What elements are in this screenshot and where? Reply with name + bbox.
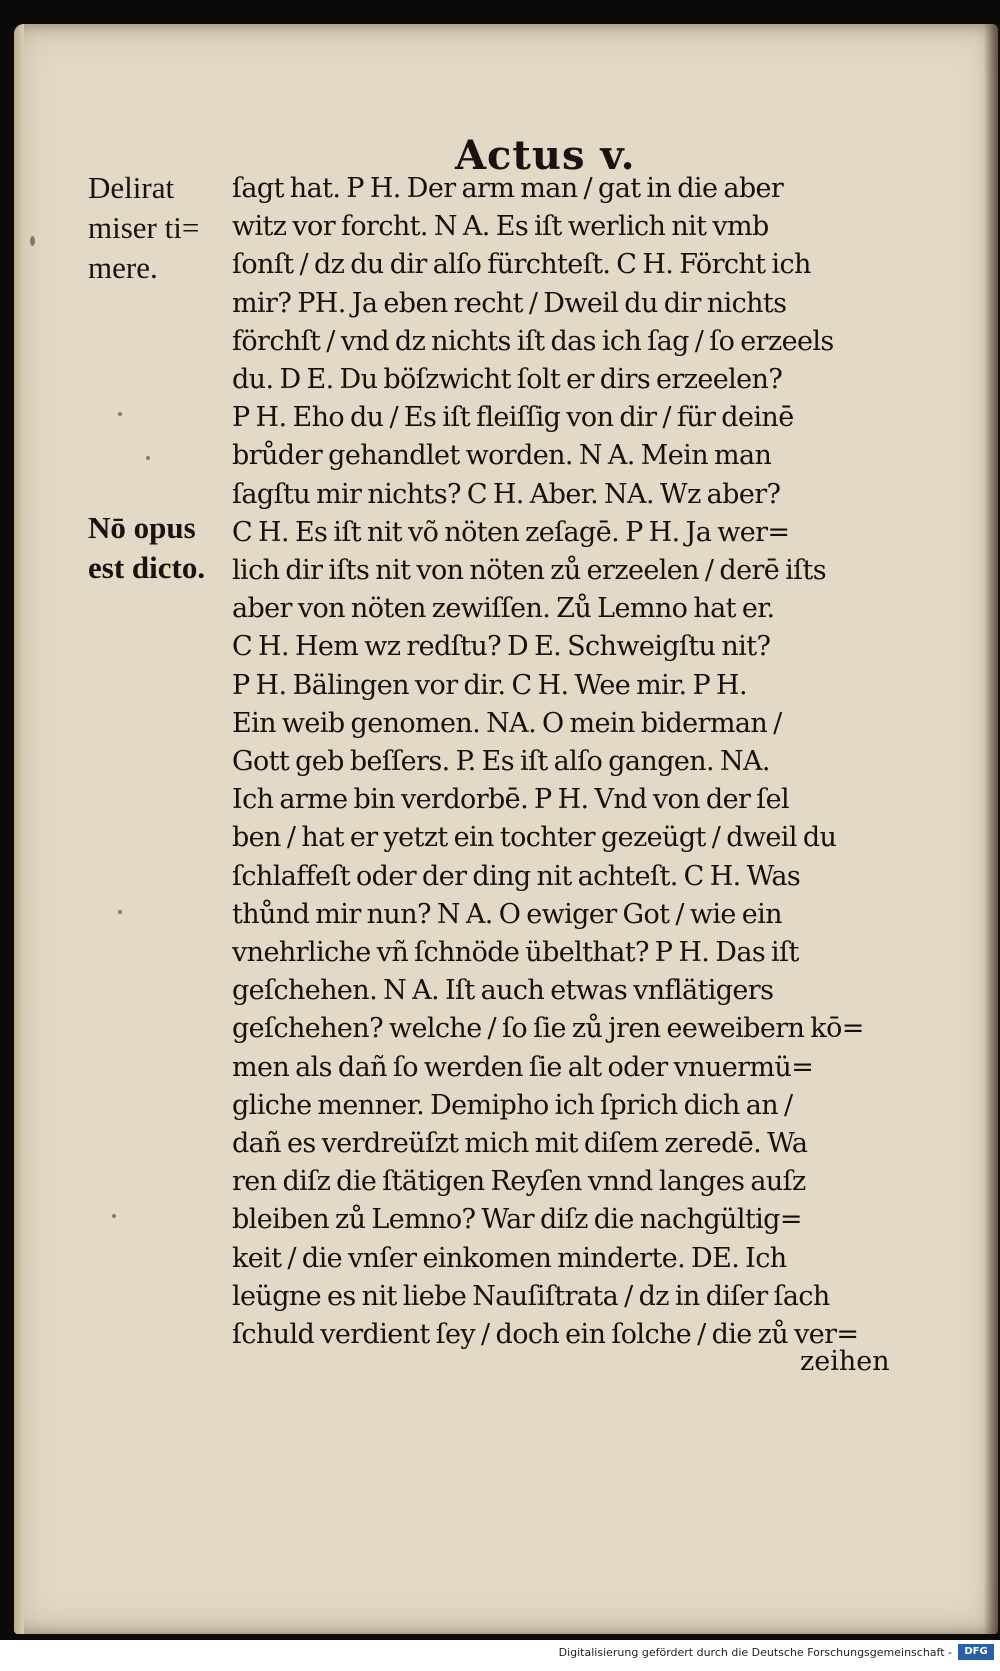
text-line: geſchehen? welche / ſo ſie zů jren eeweibern kō= — [232, 1013, 864, 1045]
text-line: C H. Es iſt nit võ nöten zeſagē. P H. Ja wer= — [232, 516, 790, 548]
text-line: thůnd mir nun? N A. O ewiger Got / wie ein — [232, 898, 782, 930]
text-line: geſchehen. N A. Iſt auch etwas vnflätigers — [232, 975, 774, 1007]
text-line: C H. Hem wz redſtu? D E. Schweigſtu nit? — [232, 631, 771, 663]
text-line: dañ es verdreüſzt mich mit diſem zeredē. Wa — [232, 1128, 808, 1160]
text-line: Ein weib genomen. NA. O mein biderman / — [232, 707, 782, 739]
dfg-logo-icon: DFG — [958, 1644, 994, 1660]
text-line: lich dir iſts nit von nöten zů erzeelen / derē iſts — [232, 555, 827, 587]
text-line: förchſt / vnd dz nichts iſt das ich ſag / ſo erzeels — [232, 325, 834, 357]
text-line: Gott geb beſſers. P. Es iſt alſo gangen. NA. — [232, 746, 770, 778]
text-line: keit / die vnſer einkomen minderte. DE. Ich — [232, 1242, 787, 1274]
text-line: P H. Bälingen vor dir. C H. Wee mir. P H. — [232, 669, 747, 701]
text-line: ſagſtu mir nichts? C H. Aber. NA. Wz aber? — [232, 478, 781, 510]
gutter-shadow — [984, 24, 1000, 1634]
text-line: aber von nöten zewiſſen. Zů Lemno hat er. — [232, 593, 775, 625]
marginal-note-line: Nō opus — [88, 510, 196, 545]
text-line: ſchlaffeſt oder der ding nit achteſt. C H. Was — [232, 860, 801, 892]
text-line: ſagt hat. P H. Der arm man / gat in die aber — [232, 173, 784, 204]
text-line: leügne es nit liebe Nauſiſtrata / dz in diſer ſach — [232, 1280, 830, 1312]
funding-credit: Digitalisierung gefördert durch die Deutsche Forschungsgemeinschaft - — [558, 1646, 952, 1659]
paper-fleck — [30, 236, 35, 246]
running-header: Actus v. — [455, 132, 636, 179]
marginal-note — [88, 508, 205, 588]
text-line: ben / hat er yetzt ein tochter gezeügt / dweil du — [232, 822, 837, 854]
paper-fleck — [112, 1214, 116, 1218]
marginal-note — [88, 168, 199, 288]
marginal-note-line: miser ti= — [88, 210, 200, 245]
text-line: brůder gehandlet worden. N A. Mein man — [232, 440, 772, 472]
paper-fleck — [146, 456, 150, 460]
marginal-note-line: Delirat — [88, 170, 175, 205]
text-line: witz vor forcht. N A. Es iſt werlich nit vmb — [232, 211, 769, 243]
text-line: men als dañ ſo werden ſie alt oder vnuermü= — [232, 1051, 814, 1083]
page-edge — [14, 24, 24, 1634]
text-line: bleiben zů Lemno? War diſz die nachgültig= — [232, 1204, 802, 1236]
text-line: ſchuld verdient ſey / doch ein ſolche / die zů ver= — [232, 1319, 859, 1351]
text-line: vnehrliche vñ ſchnöde übelthat? P H. Das iſt — [232, 937, 799, 969]
text-line: mir? PH. Ja eben recht / Dweil du dir nichts — [232, 287, 787, 319]
marginal-note-line: est dicto. — [88, 550, 206, 585]
body-text — [232, 170, 882, 1354]
text-line: Ich arme bin verdorbē. P H. Vnd von der ſel — [232, 784, 790, 816]
paper-fleck — [118, 412, 122, 416]
text-line: P H. Eho du / Es iſt fleiſſig von dir / für deinē — [232, 402, 794, 434]
text-line: ren diſz die ſtätigen Reyſen vnnd langes auſz — [232, 1166, 806, 1198]
marginal-note-line: mere. — [88, 250, 158, 285]
paper-fleck — [118, 910, 122, 914]
catchword: zeihen — [800, 1346, 890, 1377]
text-line: du. D E. Du böſzwicht ſolt er dirs erzeelen? — [232, 364, 783, 396]
text-line: gliche menner. Demipho ich ſprich dich an / — [232, 1089, 793, 1121]
text-line: ſonſt / dz du dir alſo fürchteſt. C H. Förcht ich — [232, 249, 811, 281]
